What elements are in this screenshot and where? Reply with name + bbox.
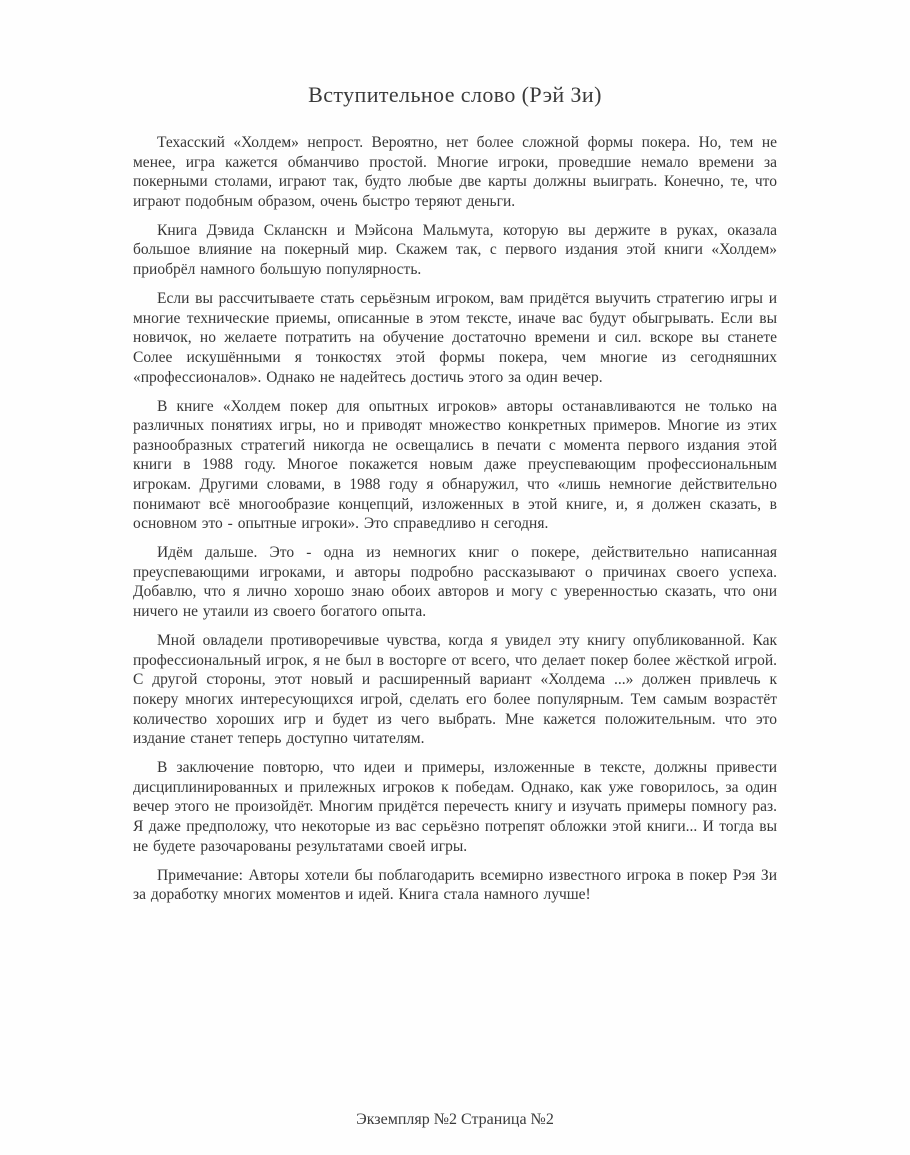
paragraph-3: Если вы рассчитываете стать серьёзным игроком, вам придётся выучить стратегию игры и многие технические приемы, описанные в этом тексте, иначе вас будут обыгрывать. Если вы новичок, но желаете потратить на обучение достаточно времени и сил. вскоре вы станете Солее искушёнными я тонкостях этой формы покера, чем многие из сегодняшних «профессионалов». Однако не надейтесь достичь этого за один вечер. xyxy=(133,290,777,386)
paragraph-4: В книге «Холдем покер для опытных игроков» авторы останавливаются не только на различных понятиях игры, но и приводят множество конкретных примеров. Многие из этих разнообразных стратегий никогда не освещались в печати с момента первого издания этой книги в 1988 году. Многое покажется новым даже преуспевающим профессиональным игрокам. Другими словами, в 1988 году я обнаружил, что «лишь немногие действительно понимают всё многообразие концепций, изложенных в этой книге, и, я должен сказать, в основном это - опытные игроки». Это справедливо н сегодня. xyxy=(133,397,777,533)
paragraph-6: Мной овладели противоречивые чувства, когда я увидел эту книгу опубликованной. Как профессиональный игрок, я не был в восторге от всего, что делает покер более жёсткой игрой. С другой стороны, этот новый и расширенный вариант «Холдема ...» должен привлечь к покеру многих интересующихся игрой, сделать его более популярным. Тем самым возрастёт количество хороших игр и будет из чего выбрать. Мне кажется положительным. что это издание станет теперь доступно читателям. xyxy=(133,632,777,748)
paragraph-7: В заключение повторю, что идеи и примеры, изложенные в тексте, должны привести дисциплинированных и прилежных игроков к победам. Однако, как уже говорилось, за один вечер этого не произойдёт. Многим придётся перечесть книгу и изучать примеры помногу раз. Я даже предположу, что некоторые из вас серьёзно потрепят обложки этой книги... И тогда вы не будете разочарованы результатами своей игры. xyxy=(133,759,777,855)
paragraph-8: Примечание: Авторы хотели бы поблагодарить всемирно известного игрока в покер Рэя Зи за доработку многих моментов и идей. Книга стала намного лучше! xyxy=(133,866,777,904)
page-title: Вступительное слово (Рэй Зи) xyxy=(308,82,602,107)
page-footer: Экземпляр №2 Страница №2 xyxy=(356,1111,554,1128)
document-body xyxy=(133,133,777,905)
paragraph-5: Идём дальше. Это - одна из немногих книг о покере, действительно написанная преуспевающими игроками, и авторы подробно рассказывают о причинах своего успеха. Добавлю, что я лично хорошо знаю обоих авторов и могу с уверенностью сказать, что они ничего не утаили из своего богатого опыта. xyxy=(133,544,777,621)
paragraph-1: Техасский «Холдем» непрост. Вероятно, нет более сложной формы покера. Но, тем не менее, игра кажется обманчиво простой. Многие игроки, проведшие немало времени за покерными столами, играют так, будто любые две карты должны выиграть. Конечно, те, что играют подобным образом, очень быстро теряют деньги. xyxy=(133,134,777,210)
paragraph-2: Книга Дэвида Скланскн и Мэйсона Мальмута, которую вы держите в руках, оказала большое влияние на покерный мир. Скажем так, с первого издания этой книги «Холдем» приобрёл намного большую популярность. xyxy=(133,221,777,279)
